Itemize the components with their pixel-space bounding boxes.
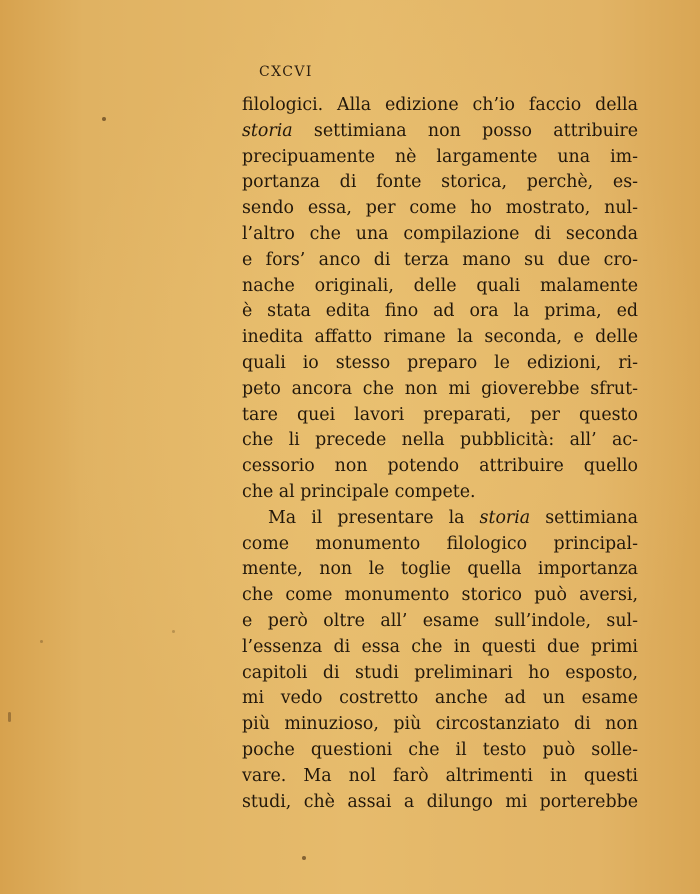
text-run: quali io stesso preparo le edizioni, ri- xyxy=(242,352,638,373)
text-line xyxy=(242,403,638,429)
text-run: come monumento filologico principal- xyxy=(242,533,638,554)
text-run: l’altro che una compilazione di seconda xyxy=(242,223,638,244)
text-run: e fors’ anco di terza mano su due cro- xyxy=(242,249,638,270)
text-run: inedita affatto rimane la seconda, e delle xyxy=(242,327,638,348)
text-line xyxy=(242,764,638,790)
text-run: l’essenza di essa che in questi due primi xyxy=(242,636,638,657)
text-line xyxy=(242,635,638,661)
text-line xyxy=(242,170,638,196)
text-run: portanza di fonte storica, perchè, es- xyxy=(242,172,638,193)
text-run: più minuzioso, più circostanziato di non xyxy=(242,714,638,735)
text-line xyxy=(242,506,638,532)
text-run: settimiana non posso attribuire xyxy=(292,120,638,141)
text-run: che come monumento storico può aversi, xyxy=(242,585,638,606)
ink-spot xyxy=(172,630,175,633)
text-run: mente, non le toglie quella importanza xyxy=(242,559,638,580)
text-run: Ma il presentare la xyxy=(268,507,480,528)
text-run: capitoli di studi preliminari ho esposto, xyxy=(242,662,638,683)
text-run: tare quei lavori preparati, per questo xyxy=(242,404,638,425)
italic-word: storia xyxy=(479,507,531,528)
italic-word: storia xyxy=(242,120,293,141)
text-line xyxy=(242,274,638,300)
text-run: vare. Ma nol farò altrimenti in questi xyxy=(242,765,638,786)
text-line xyxy=(242,248,638,274)
text-run: nache originali, delle quali malamente xyxy=(242,275,638,296)
text-run: sendo essa, per come ho mostrato, nul- xyxy=(242,198,638,219)
text-line xyxy=(242,738,638,764)
text-line xyxy=(242,145,638,171)
text-line xyxy=(242,712,638,738)
text-line xyxy=(242,196,638,222)
text-run: che al principale compete. xyxy=(242,481,476,502)
text-run: e però oltre all’ esame sull’indole, sul- xyxy=(242,610,638,631)
text-line xyxy=(242,428,638,454)
text-line xyxy=(242,351,638,377)
text-line xyxy=(242,377,638,403)
text-line xyxy=(242,609,638,635)
text-run: poche questioni che il testo può solle- xyxy=(242,739,638,760)
text-run: peto ancora che non mi gioverebbe sfrut- xyxy=(242,378,638,399)
text-line xyxy=(242,454,638,480)
ink-spot xyxy=(8,712,11,722)
text-line xyxy=(242,583,638,609)
text-run: è stata edita fino ad ora la prima, ed xyxy=(242,301,638,322)
text-run: mi vedo costretto anche ad un esame xyxy=(242,688,638,709)
text-line xyxy=(242,532,638,558)
paragraph xyxy=(242,93,638,506)
page-number: CXCVI xyxy=(259,64,313,80)
ink-spot xyxy=(302,856,306,860)
text-line xyxy=(242,790,638,816)
text-run: cessorio non potendo attribuire quello xyxy=(242,456,638,477)
ink-spot xyxy=(40,640,43,643)
text-line xyxy=(242,480,638,506)
text-run: studi, chè assai a dilungo mi porterebbe xyxy=(242,791,638,812)
text-run: precipuamente nè largamente una im- xyxy=(242,146,638,167)
text-line xyxy=(242,119,638,145)
text-line xyxy=(242,661,638,687)
text-run: settimiana xyxy=(530,507,638,528)
text-line xyxy=(242,325,638,351)
text-line xyxy=(242,222,638,248)
text-line xyxy=(242,299,638,325)
paragraph xyxy=(242,506,638,816)
text-line xyxy=(242,557,638,583)
text-line xyxy=(242,93,638,119)
text-line xyxy=(242,686,638,712)
ink-spot xyxy=(102,117,106,121)
body-text xyxy=(242,93,638,815)
text-run: che li precede nella pubblicità: all’ ac- xyxy=(242,430,638,451)
text-run: filologici. Alla edizione ch’io faccio della xyxy=(242,95,638,115)
